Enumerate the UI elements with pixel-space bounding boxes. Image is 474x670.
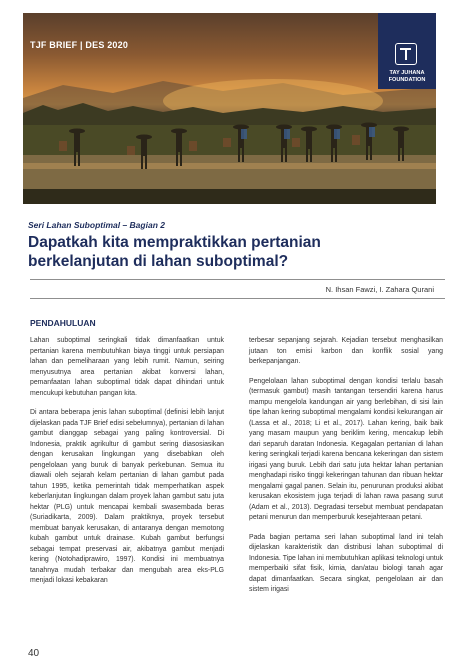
brand-block (378, 13, 436, 89)
page-title (28, 233, 428, 271)
left-column (30, 336, 224, 596)
title-line2: berkelanjutan di lahan suboptimal? (28, 253, 289, 270)
brand-name-line1: TAY JUHANA (389, 70, 425, 76)
divider-bottom (30, 298, 445, 299)
divider-top (30, 279, 445, 280)
title-line1: Dapatkah kita mempraktikkan pertanian (28, 234, 321, 251)
paragraph: Di antara beberapa jenis lahan suboptimal (definisi lebih lanjut dijelaskan pada TJF Brief edisi sebelumnya), pertanian di lahan gambut dianggap sebagai yang paling kontroversial. Di Indonesia, praktik agrikultur di gambut sering diasosiasikan dengan kerusakan lingkungan yang disebabkan oleh pengelolaan yang buruk di banyak perkebunan. Semua itu diawali oleh sejarah kelam pertanian di lahan gambut pada tahun 1995, ketika pemerintah tidak memperhatikan aspek keberlanjutan lingkungan dalam proyek lahan gambut satu juta hektar (PLG) untuk mencapai kembali swasembada beras (Suriadikarta, 2009). Dalam praktiknya, proyek tersebut membuat banyak kerusakan, di antaranya dengan memotong kubah gambut untuk drainase. Kubah gambut berfungsi sebagai tempat preservasi air, akibatnya gambut menjadi kering (Notohadiprawiro, 1997). Kondisi ini membuatnya tanahnya mudah terbakar dan mengubah area eks-PLG menjadi lokasi kebakaran (30, 409, 224, 584)
brief-label: TJF BRIEF | DES 2020 (30, 40, 129, 50)
tjf-logo-icon (395, 43, 417, 65)
page-number: 40 (28, 648, 40, 659)
brand-name (378, 70, 436, 84)
right-column (249, 336, 443, 605)
paragraph: Pada bagian pertama seri lahan suboptimal land ini telah dijelaskan karakteristik dan distribusi lahan suboptimal di Indonesia. Tipe lahan ini membutuhkan aplikasi teknologi untuk memperbaiki sifat fisik, kimia, dan/atau biologi tanah agar dapat dimanfaatkan. Secara singkat, pengelolaan air dan sistem irigasi (249, 533, 443, 593)
paragraph: Pengelolaan lahan suboptimal dengan kondisi terlalu basah (termasuk gambut) masih tantangan tersendiri karena harus mampu mengelola kandungan air yang berlebihan, di sisi lain tipe lahan kering suboptimal mengalami kondisi kekurangan air (Lassa et al., 2018; Li et al., 2017). Lahan kering, baik baik yang masam maupun yang beriklim kering, mencakup lebih dari separuh daratan Indonesia. Kegagalan pertanian di lahan kering seringkali terjadi karena bencana kekeringan dan sistem irigasi yang buruk. Lebih dari satu juta hektar lahan pertanian menghadapi risiko tinggi kekeringan tahunan dan ribuan hektar mengalami gagal panen. Selain itu, penurunan produksi akibat kerusakan ekosistem juga terjadi di lahan rawa pasang surut (Adam et al., 2013). Degradasi tersebut membuat pendapatan petani menurun dan memperburuk kesejahteraan petani. (249, 377, 443, 521)
section-heading: PENDAHULUAN (30, 318, 96, 328)
paragraph: Lahan suboptimal seringkali tidak dimanfaatkan untuk pertanian karena membutuhkan biaya tinggi untuk persiapan lahan dan pemeliharaan yang lebih rumit. Namun, seiring menyusutnya area pertanian akibat konversi lahan, pemanfaatan lahan suboptimal tidak dapat dihindari untuk mencukupi kebutuhan pangan kita. (30, 337, 224, 397)
brand-name-line2: FOUNDATION (388, 77, 426, 83)
series-label: Seri Lahan Suboptimal – Bagian 2 (28, 220, 165, 230)
paragraph: terbesar sepanjang sejarah. Kejadian tersebut menghasilkan jutaan ton emisi karbon dan konflik sosial yang berkepanjangan. (249, 337, 443, 365)
authors: N. Ihsan Fawzi, I. Zahara Qurani (325, 285, 434, 294)
